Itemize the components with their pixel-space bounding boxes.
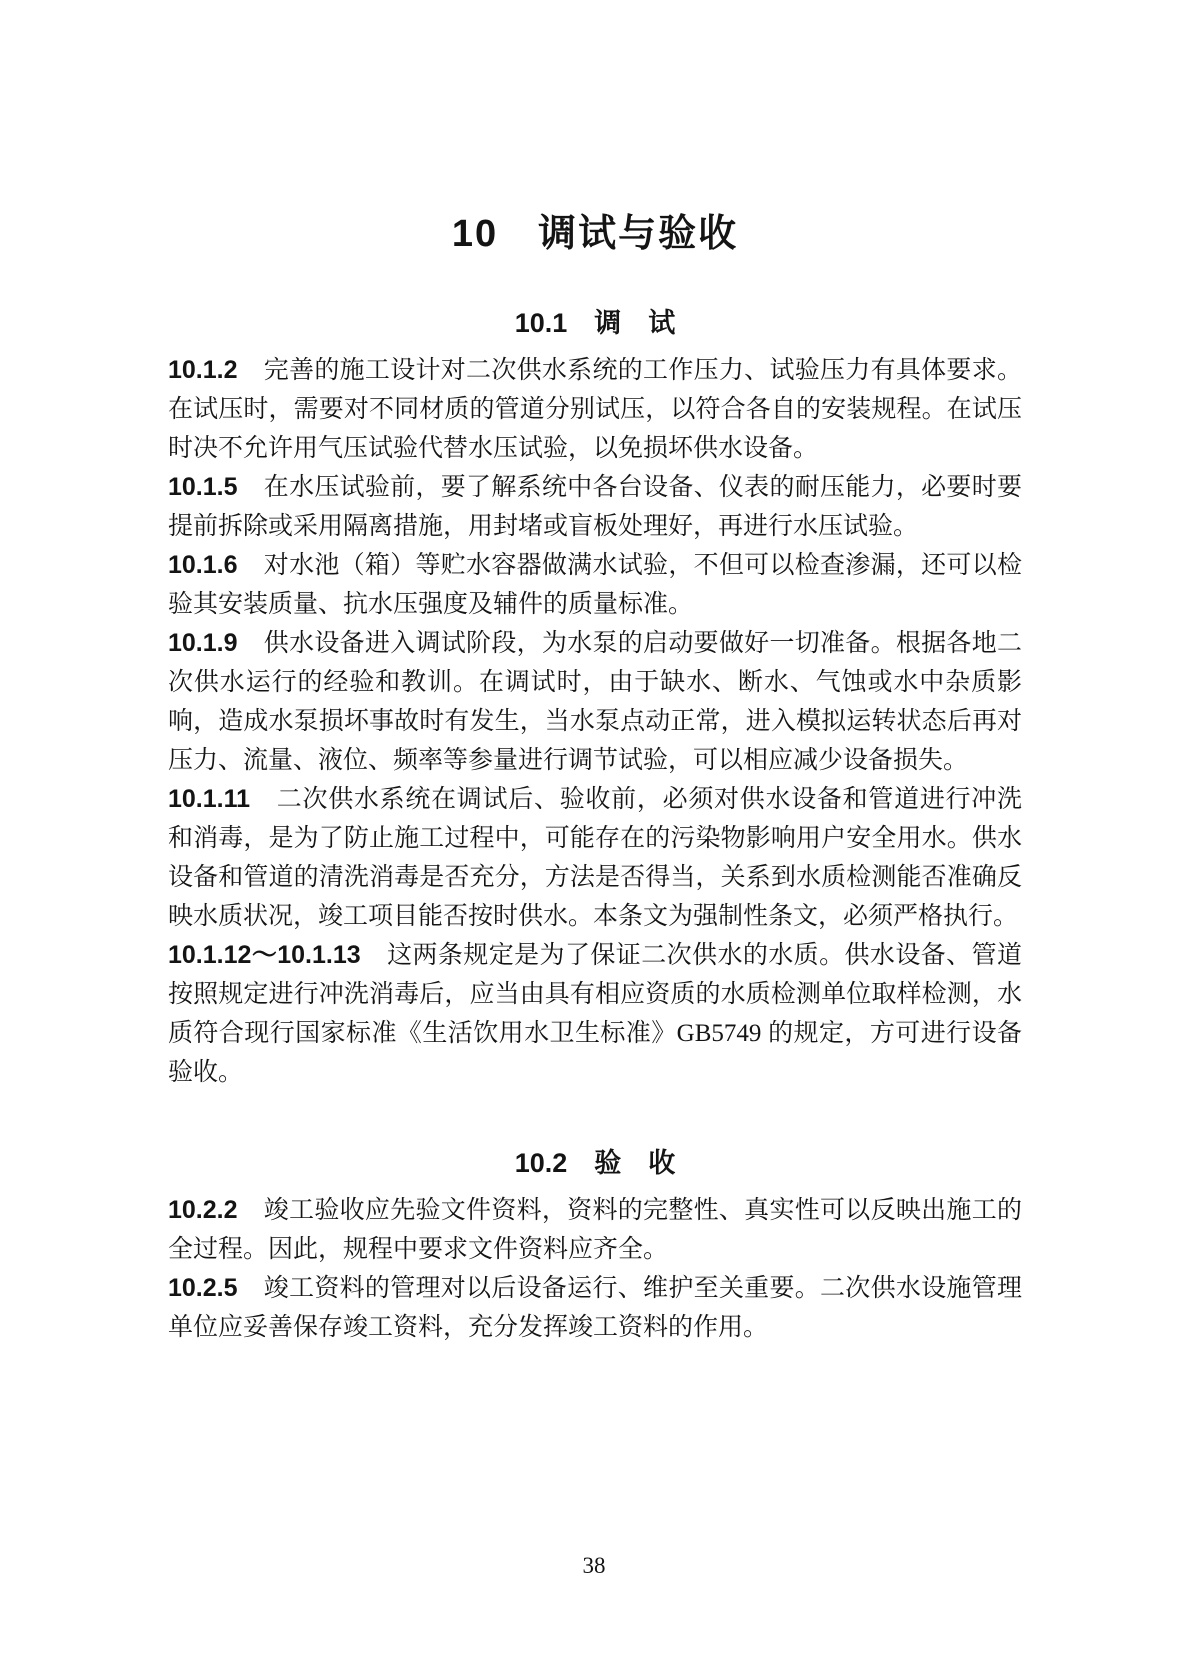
clause-10-1-5 xyxy=(168,468,1022,546)
clause-text: 对水池（箱）等贮水容器做满水试验，不但可以检查渗漏，还可以检验其安装质量、抗水压强度及辅件的质量标准。 xyxy=(168,552,1022,618)
clause-text: 这两条规定是为了保证二次供水的水质。供水设备、管道按照规定进行冲洗消毒后，应当由具有相应资质的水质检测单位取样检测，水质符合现行国家标准《生活饮用水卫生标准》GB5749 的规定，方可进行设备验收。 xyxy=(168,942,1022,1086)
clause-text: 完善的施工设计对二次供水系统的工作压力、试验压力有具体要求。在试压时，需要对不同材质的管道分别试压，以符合各自的安装规程。在试压时决不允许用气压试验代替水压试验，以免损坏供水设备。 xyxy=(168,357,1022,462)
clause-number: 10.1.5 xyxy=(168,473,238,501)
clause-10-2-5 xyxy=(168,1269,1022,1347)
clause-text: 在水压试验前，要了解系统中各台设备、仪表的耐压能力，必要时要提前拆除或采用隔离措施，用封堵或盲板处理好，再进行水压试验。 xyxy=(168,474,1022,540)
clause-number: 10.1.6 xyxy=(168,551,238,579)
clause-text: 二次供水系统在调试后、验收前，必须对供水设备和管道进行冲洗和消毒，是为了防止施工过程中，可能存在的污染物影响用户安全用水。供水设备和管道的清洗消毒是否充分，方法是否得当，关系到水质检测能否准确反映水质状况，竣工项目能否按时供水。本条文为强制性条文，必须严格执行。 xyxy=(168,786,1022,930)
clause-number: 10.1.9 xyxy=(168,629,238,657)
chapter-title: 10 调试与验收 xyxy=(451,213,739,255)
clause-10-1-6 xyxy=(168,546,1022,624)
page-content xyxy=(168,0,1022,1347)
clause-text: 竣工验收应先验文件资料，资料的完整性、真实性可以反映出施工的全过程。因此，规程中要求文件资料应齐全。 xyxy=(168,1197,1022,1263)
clause-10-1-9 xyxy=(168,624,1022,780)
clause-10-1-12-13 xyxy=(168,936,1022,1092)
section-heading-10-1: 10.1 调 试 xyxy=(514,308,676,338)
section-10-2-clauses xyxy=(168,1191,1022,1347)
clause-10-1-2 xyxy=(168,351,1022,468)
clause-10-2-2 xyxy=(168,1191,1022,1269)
clause-number: 10.1.2 xyxy=(168,356,238,384)
clause-text: 竣工资料的管理对以后设备运行、维护至关重要。二次供水设施管理单位应妥善保存竣工资料，充分发挥竣工资料的作用。 xyxy=(168,1275,1022,1341)
clause-text: 供水设备进入调试阶段，为水泵的启动要做好一切准备。根据各地二次供水运行的经验和教训。在调试时，由于缺水、断水、气蚀或水中杂质影响，造成水泵损坏事故时有发生，当水泵点动正常，进入模拟运转状态后再对压力、流量、液位、频率等参量进行调节试验，可以相应减少设备损失。 xyxy=(168,630,1022,774)
clause-number: 10.2.2 xyxy=(168,1196,238,1224)
clause-number: 10.1.12～10.1.13 xyxy=(168,941,361,969)
page-number: 38 xyxy=(582,1553,606,1578)
clause-number: 10.2.5 xyxy=(168,1274,238,1302)
clause-number: 10.1.11 xyxy=(168,785,251,813)
section-heading-10-2: 10.2 验 收 xyxy=(514,1148,676,1178)
clause-10-1-11 xyxy=(168,780,1022,936)
section-10-1-clauses xyxy=(168,351,1022,1092)
